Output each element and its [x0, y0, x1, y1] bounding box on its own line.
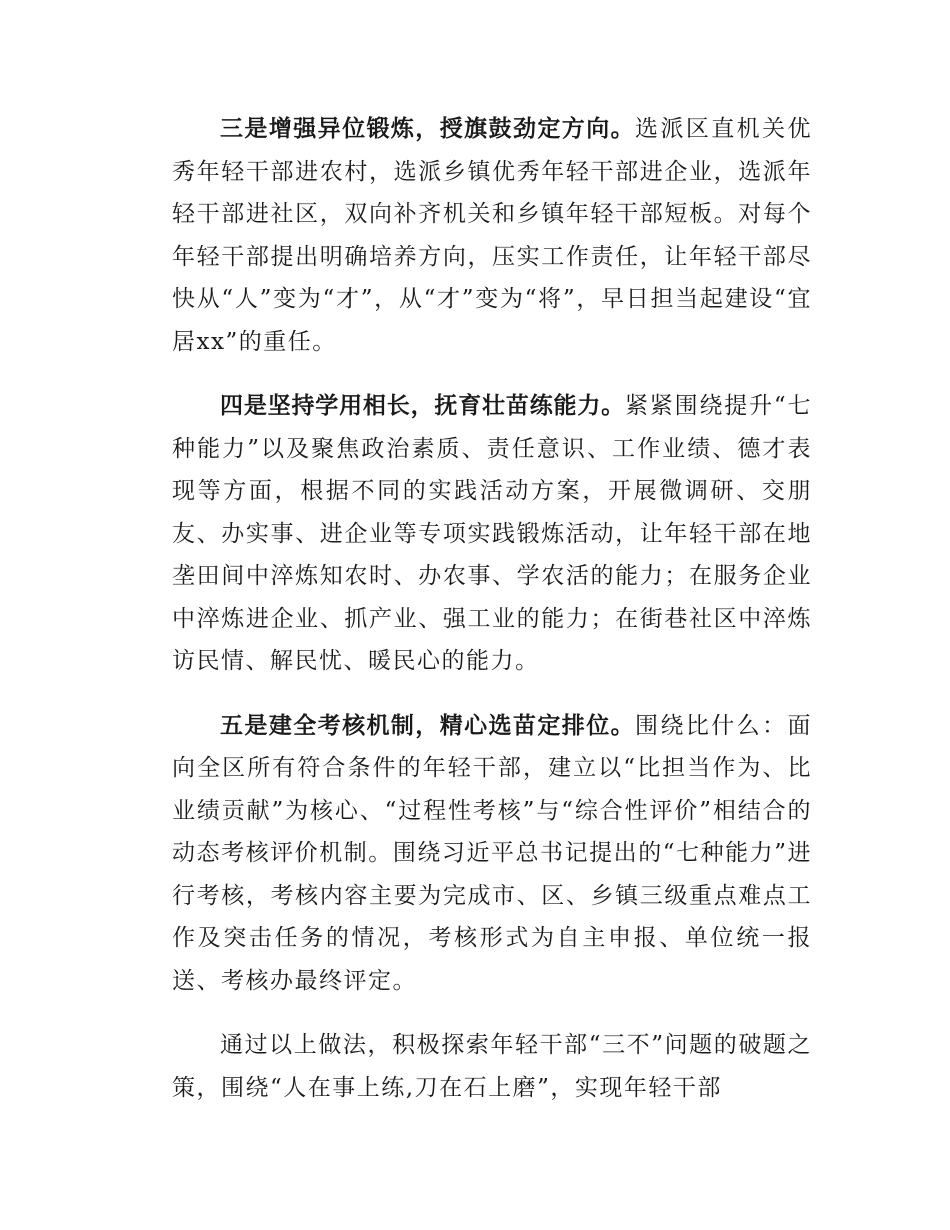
- paragraph-text: 通过以上做法，积极探索年轻干部“三不”问题的破题之策，围绕“人在事上练,刀在石上磨”，实现年轻干部: [172, 1032, 812, 1101]
- paragraph-3: [172, 108, 812, 363]
- paragraph-heading: 四是坚持学用相长，抚育壮苗练能力。: [220, 393, 625, 419]
- document-body: [172, 108, 812, 1131]
- paragraph-text: 选派区直机关优秀年轻干部进农村，选派乡镇优秀年轻干部进企业，选派年轻干部进社区，双向补齐机关和乡镇年轻干部短板。对每个年轻干部提出明确培养方向，压实工作责任，让年轻干部尽快从“人”变为“才”，从“才”变为“将”，早日担当起建设“宜居xx”的重任。: [172, 116, 813, 355]
- paragraph-conclusion: [172, 1024, 812, 1109]
- paragraph-text: 围绕比什么：面向全区所有符合条件的年轻干部，建立以“比担当作为、比业绩贡献”为核心、“过程性考核”与“综合性评价”相结合的动态考核评价机制。围绕习近平总书记提出的“七种能力”进行考核，考核内容主要为完成市、区、乡镇三级重点难点工作及突击任务的情况，考核形式为自主申报、单位统一报送、考核办最终评定。: [172, 712, 813, 994]
- paragraph-heading: 三是增强异位锻炼，授旗鼓劲定方向。: [220, 116, 636, 142]
- paragraph-text: 紧紧围绕提升“七种能力”以及聚焦政治素质、责任意识、工作业绩、德才表现等方面，根据不同的实践活动方案，开展微调研、交朋友、办实事、进企业等专项实践锻炼活动，让年轻干部在地垄田间中淬炼知农时、办农事、学农活的能力；在服务企业中淬炼进企业、抓产业、强工业的能力；在街巷社区中淬炼访民情、解民忧、暖民心的能力。: [172, 393, 812, 674]
- paragraph-heading: 五是建全考核机制，精心选苗定排位。: [220, 712, 636, 739]
- paragraph-5: [172, 705, 812, 1003]
- paragraph-4: [172, 385, 812, 683]
